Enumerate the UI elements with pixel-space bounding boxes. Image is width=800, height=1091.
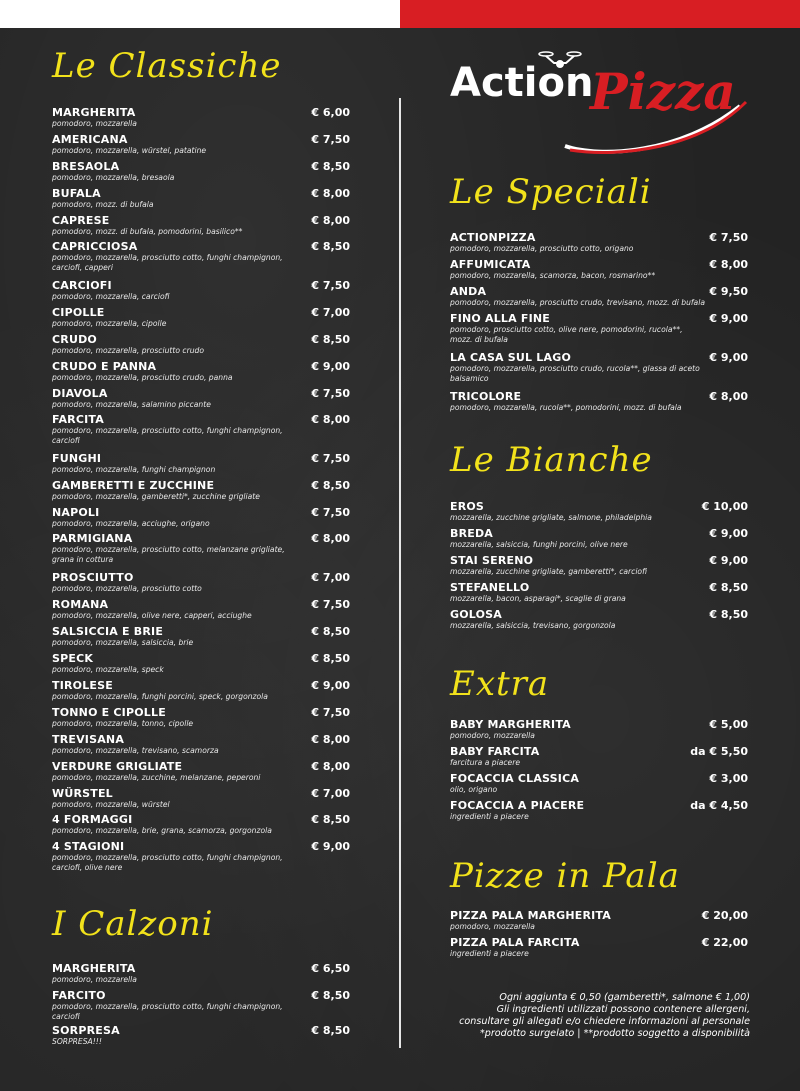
menu-item <box>52 532 350 565</box>
item-description: pomodoro, mozzarella, gamberetti*, zucchine grigliate <box>52 492 260 501</box>
item-name: FOCACCIA CLASSICA <box>450 772 580 785</box>
logo-text-action: Action <box>450 60 594 106</box>
item-name: GAMBERETTI E ZUCCHINE <box>52 479 215 492</box>
item-description: pomodoro, mozzarella, prosciutto cotto <box>52 584 202 593</box>
item-name: MARGHERITA <box>52 106 136 119</box>
menu-item <box>450 258 748 281</box>
menu-item <box>52 652 350 675</box>
note-line: *prodotto surgelato | **prodotto soggetto a disponibilità <box>479 1028 750 1039</box>
menu-item <box>450 745 748 768</box>
item-description: ingredienti a piacere <box>450 812 529 821</box>
item-description: pomodoro, mozzarella, olive nere, capperi, acciughe <box>52 611 252 620</box>
item-description: pomodoro, mozzarella, trevisano, scamorza <box>52 746 219 755</box>
menu-item <box>52 733 350 756</box>
section-title-extra: Extra <box>450 664 550 704</box>
menu-item <box>52 240 350 273</box>
menu-item <box>52 479 350 502</box>
menu-item <box>52 187 350 210</box>
item-price: € 8,50 <box>311 625 350 638</box>
item-description: pomodoro, mozzarella, prosciutto cotto, melanzane grigliate, grana in cottura <box>52 545 285 564</box>
item-name: NAPOLI <box>52 506 100 519</box>
menu-item <box>52 413 350 446</box>
item-price: € 7,50 <box>709 231 748 244</box>
item-price: € 6,50 <box>311 962 350 975</box>
item-price: € 9,00 <box>709 527 748 540</box>
item-price: € 9,00 <box>709 312 748 325</box>
item-name: FINO ALLA FINE <box>450 312 550 325</box>
item-description: farcitura a piacere <box>450 758 521 767</box>
action-pizza-logo <box>450 46 750 156</box>
item-name: AFFUMICATA <box>450 258 531 271</box>
item-name: ACTIONPIZZA <box>450 231 536 244</box>
item-price: € 7,50 <box>311 279 350 292</box>
item-name: BREDA <box>450 527 494 540</box>
item-description: mozzarella, zucchine grigliate, gamberetti*, carciofi <box>450 567 647 576</box>
item-price: da € 5,50 <box>690 745 748 758</box>
item-name: BRESAOLA <box>52 160 120 173</box>
item-description: pomodoro, mozzarella, prosciutto crudo, rucola**, glassa di aceto balsamico <box>450 364 700 383</box>
note-line: Gli ingredienti utilizzati possono contenere allergeni, <box>496 1004 750 1015</box>
item-price: € 7,50 <box>311 506 350 519</box>
item-name: DIAVOLA <box>52 387 108 400</box>
menu-item <box>52 813 350 836</box>
menu-item <box>450 581 748 604</box>
item-name: PROSCIUTTO <box>52 571 134 584</box>
item-name: LA CASA SUL LAGO <box>450 351 571 364</box>
item-description: mozzarella, bacon, asparagi*, scaglie di grana <box>450 594 626 603</box>
menu-item <box>450 351 748 384</box>
item-price: € 7,50 <box>311 598 350 611</box>
item-price: € 3,00 <box>709 772 748 785</box>
menu-item <box>52 306 350 329</box>
section-title-speciali: Le Speciali <box>450 172 652 212</box>
menu-item <box>52 387 350 410</box>
menu-item <box>450 799 748 822</box>
item-description: pomodoro, mozzarella, rucola**, pomodorini, mozz. di bufala <box>450 403 682 412</box>
item-name: TONNO E CIPOLLE <box>52 706 166 719</box>
item-name: FUNGHI <box>52 452 102 465</box>
item-description: mozzarella, salsiccia, trevisano, gorgonzola <box>450 621 616 630</box>
menu-item <box>52 962 350 985</box>
item-description: pomodoro, mozzarella, zucchine, melanzane, peperoni <box>52 773 261 782</box>
menu-item <box>450 909 748 932</box>
menu-item <box>450 312 748 345</box>
item-price: € 8,00 <box>311 733 350 746</box>
item-description: pomodoro, mozzarella, prosciutto cotto, funghi champignon, carciofi, olive nere <box>52 853 283 872</box>
item-name: CAPRICCIOSA <box>52 240 138 253</box>
item-name: SPECK <box>52 652 94 665</box>
item-name: ANDA <box>450 285 487 298</box>
item-price: € 8,50 <box>311 479 350 492</box>
item-price: € 8,50 <box>709 581 748 594</box>
menu-item <box>52 133 350 156</box>
item-name: 4 FORMAGGI <box>52 813 133 826</box>
item-price: € 5,00 <box>709 718 748 731</box>
menu-item <box>52 106 350 129</box>
item-description: olio, origano <box>450 785 498 794</box>
menu-item <box>450 390 748 413</box>
item-price: € 7,50 <box>311 452 350 465</box>
item-description: pomodoro, mozzarella, salamino piccante <box>52 400 211 409</box>
item-name: PIZZA PALA MARGHERITA <box>450 909 611 922</box>
item-name: SORPRESA <box>52 1024 120 1037</box>
logo-text-pizza: Pizza <box>590 62 736 121</box>
item-description: pomodoro, mozzarella, cipolle <box>52 319 167 328</box>
item-description: mozzarella, salsiccia, funghi porcini, olive nere <box>450 540 628 549</box>
footer-notes <box>420 992 750 1040</box>
menu-item <box>52 840 350 873</box>
item-name: MARGHERITA <box>52 962 136 975</box>
item-name: AMERICANA <box>52 133 128 146</box>
top-red-bar <box>400 0 800 28</box>
menu-item <box>52 679 350 702</box>
item-description: ingredienti a piacere <box>450 949 529 958</box>
item-price: € 7,50 <box>311 706 350 719</box>
item-name: VERDURE GRIGLIATE <box>52 760 183 773</box>
item-description: pomodoro, mozzarella, bresaola <box>52 173 175 182</box>
item-description: SORPRESA!!! <box>52 1037 102 1046</box>
item-price: da € 4,50 <box>690 799 748 812</box>
item-price: € 22,00 <box>701 936 748 949</box>
item-name: FOCACCIA A PIACERE <box>450 799 585 812</box>
item-price: € 9,00 <box>311 679 350 692</box>
item-price: € 20,00 <box>701 909 748 922</box>
item-name: 4 STAGIONI <box>52 840 125 853</box>
item-name: FARCITA <box>52 413 104 426</box>
item-description: pomodoro, mozzarella, tonno, cipolle <box>52 719 194 728</box>
item-description: pomodoro, mozzarella <box>450 731 535 740</box>
item-price: € 8,00 <box>709 390 748 403</box>
item-name: STEFANELLO <box>450 581 530 594</box>
note-line: Ogni aggiunta € 0,50 (gamberetti*, salmone € 1,00) <box>499 992 750 1003</box>
item-name: CARCIOFI <box>52 279 112 292</box>
menu-item <box>52 214 350 237</box>
item-name: PARMIGIANA <box>52 532 133 545</box>
item-description: pomodoro, mozzarella, würstel <box>52 800 170 809</box>
item-price: € 8,50 <box>311 160 350 173</box>
item-price: € 7,00 <box>311 787 350 800</box>
item-description: pomodoro, mozzarella, scamorza, bacon, rosmarino** <box>450 271 656 280</box>
item-description: pomodoro, mozzarella, salsiccia, brie <box>52 638 194 647</box>
item-price: € 9,00 <box>311 360 350 373</box>
note-line: consultare gli allegati e/o chiedere informazioni al personale <box>459 1016 750 1027</box>
item-description: pomodoro, mozz. di bufala, pomodorini, basilico** <box>52 227 243 236</box>
menu-item <box>52 1024 350 1047</box>
item-name: GOLOSA <box>450 608 502 621</box>
item-price: € 8,00 <box>311 532 350 545</box>
item-price: € 7,00 <box>311 571 350 584</box>
item-description: pomodoro, mozzarella, prosciutto cotto, funghi champignon, carciofi <box>52 1002 283 1021</box>
item-name: SALSICCIA E BRIE <box>52 625 164 638</box>
item-price: € 8,50 <box>311 1024 350 1037</box>
item-description: pomodoro, mozzarella, brie, grana, scamorza, gorgonzola <box>52 826 272 835</box>
item-price: € 9,00 <box>709 351 748 364</box>
menu-item <box>52 333 350 356</box>
menu-item <box>52 787 350 810</box>
item-price: € 8,50 <box>311 989 350 1002</box>
item-price: € 7,00 <box>311 306 350 319</box>
menu-item <box>52 625 350 648</box>
item-description: pomodoro, mozzarella, prosciutto cotto, origano <box>450 244 634 253</box>
menu-item <box>450 936 748 959</box>
item-price: € 9,50 <box>709 285 748 298</box>
section-title-pala: Pizze in Pala <box>450 856 680 896</box>
section-title-calzoni: I Calzoni <box>52 904 214 944</box>
item-description: mozzarella, zucchine grigliate, salmone, philadelphia <box>450 513 652 522</box>
item-name: FARCITO <box>52 989 106 1002</box>
item-description: pomodoro, mozzarella, funghi champignon <box>52 465 216 474</box>
item-price: € 7,50 <box>311 387 350 400</box>
item-price: € 8,00 <box>311 760 350 773</box>
item-description: pomodoro, mozzarella, funghi porcini, speck, gorgonzola <box>52 692 268 701</box>
menu-item <box>52 571 350 594</box>
item-description: pomodoro, prosciutto cotto, olive nere, pomodorini, rucola**, mozz. di bufala <box>450 325 683 344</box>
item-name: BABY FARCITA <box>450 745 540 758</box>
item-name: TREVISANA <box>52 733 125 746</box>
column-divider <box>399 98 401 1048</box>
item-price: € 8,00 <box>709 258 748 271</box>
menu-item <box>450 554 748 577</box>
item-price: € 9,00 <box>311 840 350 853</box>
item-description: pomodoro, mozzarella, prosciutto cotto, funghi champignon, carciofi <box>52 426 283 445</box>
item-name: WÜRSTEL <box>52 787 113 800</box>
item-price: € 8,00 <box>311 413 350 426</box>
menu-item <box>450 608 748 631</box>
menu-item <box>450 772 748 795</box>
section-title-classiche: Le Classiche <box>52 46 282 86</box>
menu-item <box>52 452 350 475</box>
item-price: € 6,00 <box>311 106 350 119</box>
menu-item <box>450 231 748 254</box>
menu-item <box>52 360 350 383</box>
item-name: BUFALA <box>52 187 101 200</box>
item-name: STAI SERENO <box>450 554 534 567</box>
menu-item <box>450 527 748 550</box>
menu-item <box>52 279 350 302</box>
item-name: CRUDO <box>52 333 97 346</box>
item-price: € 8,50 <box>311 333 350 346</box>
item-description: pomodoro, mozz. di bufala <box>52 200 154 209</box>
item-description: pomodoro, mozzarella, carciofi <box>52 292 170 301</box>
item-description: pomodoro, mozzarella, prosciutto crudo <box>52 346 204 355</box>
menu-item <box>450 718 748 741</box>
item-name: EROS <box>450 500 485 513</box>
item-description: pomodoro, mozzarella <box>52 975 137 984</box>
item-price: € 8,50 <box>311 813 350 826</box>
menu-item <box>52 506 350 529</box>
item-price: € 9,00 <box>709 554 748 567</box>
item-price: € 7,50 <box>311 133 350 146</box>
item-description: pomodoro, mozzarella, prosciutto crudo, trevisano, mozz. di bufala <box>450 298 705 307</box>
item-description: pomodoro, mozzarella, prosciutto cotto, funghi champignon, carciofi, capperi <box>52 253 283 272</box>
menu-item <box>52 989 350 1022</box>
item-name: ROMANA <box>52 598 109 611</box>
section-title-bianche: Le Bianche <box>450 440 653 480</box>
menu-item <box>450 285 748 308</box>
item-price: € 8,50 <box>311 652 350 665</box>
item-price: € 10,00 <box>701 500 748 513</box>
item-description: pomodoro, mozzarella, acciughe, origano <box>52 519 210 528</box>
item-name: CIPOLLE <box>52 306 105 319</box>
menu-item <box>52 760 350 783</box>
item-name: BABY MARGHERITA <box>450 718 571 731</box>
item-name: TIROLESE <box>52 679 113 692</box>
menu-item <box>52 598 350 621</box>
item-description: pomodoro, mozzarella, speck <box>52 665 164 674</box>
item-price: € 8,50 <box>709 608 748 621</box>
item-price: € 8,50 <box>311 240 350 253</box>
item-name: TRICOLORE <box>450 390 522 403</box>
item-description: pomodoro, mozzarella, würstel, patatine <box>52 146 207 155</box>
item-description: pomodoro, mozzarella <box>450 922 535 931</box>
item-price: € 8,00 <box>311 214 350 227</box>
item-description: pomodoro, mozzarella <box>52 119 137 128</box>
item-name: CAPRESE <box>52 214 110 227</box>
item-name: CRUDO E PANNA <box>52 360 157 373</box>
item-name: PIZZA PALA FARCITA <box>450 936 580 949</box>
item-price: € 8,00 <box>311 187 350 200</box>
item-description: pomodoro, mozzarella, prosciutto crudo, panna <box>52 373 233 382</box>
menu-item <box>52 706 350 729</box>
menu-item <box>450 500 748 523</box>
menu-item <box>52 160 350 183</box>
